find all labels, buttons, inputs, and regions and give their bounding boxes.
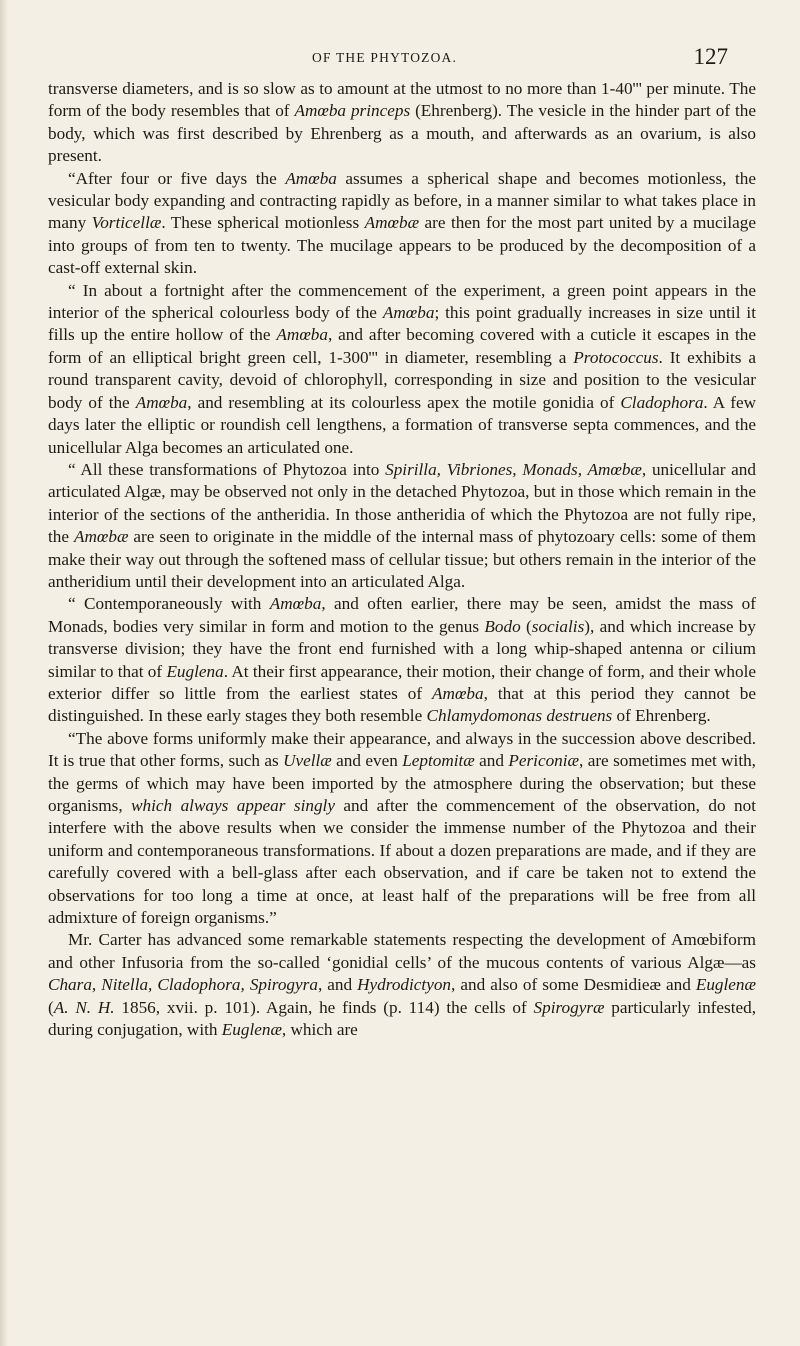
text-run: ; this point gradually increases in size until it fills up the entire hollow of the bbox=[48, 303, 756, 345]
text-run: . At their first appearance, their motion, their change of form, and their whole exterior differ so little from the earliest states of bbox=[48, 661, 756, 703]
italic-text: Amœba bbox=[276, 325, 328, 345]
paragraph bbox=[48, 280, 756, 459]
paragraph bbox=[48, 459, 756, 593]
page-header bbox=[0, 44, 800, 74]
text-run: “The above forms uniformly make their appearance, and always in the succession above described. It is true that other forms, such as bbox=[48, 728, 756, 771]
italic-text: Cladophora bbox=[620, 392, 704, 412]
italic-text: Amœbæ bbox=[73, 527, 129, 547]
text-run: , and after becoming covered with a cuticle it escapes in the form of an elliptical bright green cell, 1-300''' in diameter, resembling a bbox=[48, 325, 757, 367]
italic-text: Hydrodictyon bbox=[357, 975, 452, 995]
text-run: , and resembling at its colourless apex the motile gonidia of bbox=[187, 392, 621, 412]
italic-text: Amœba princeps bbox=[294, 101, 411, 121]
paragraph bbox=[48, 78, 756, 168]
italic-text: Chara, Nitella, Cladophora, Spirogyra bbox=[48, 975, 318, 995]
text-run: , and often earlier, there may be seen, amidst the mass of Monads, bodies very similar in form and motion to the genus bbox=[48, 594, 756, 636]
text-run: “After four or five days the bbox=[68, 168, 286, 188]
text-run: ), and which increase by transverse division; they have the front end furnished with a long whip-shaped antenna or cilium similar to that of bbox=[48, 616, 756, 681]
paragraph bbox=[48, 593, 756, 727]
text-run: 1856, xvii. p. 101). Again, he finds (p. 114) the cells of bbox=[114, 997, 534, 1017]
running-title: OF THE PHYTOZOA. bbox=[312, 50, 458, 65]
text-run: assumes a spherical shape and becomes motionless, the vesicular body expanding and contracting rapidly as before, in a manner similar to what takes place in many bbox=[48, 168, 756, 233]
text-run: are seen to originate in the middle of the internal mass of phytozoary cells: some of them make their way out through the softened mass of cellular tissue; but others remain in the interior of the antheridium until their development into an articulated Alga. bbox=[48, 527, 756, 591]
text-run: Mr. Carter has advanced some remarkable statements respecting the development of Amœbiform and other Infusoria from the so-called ‘gonidial cells’ of the mucous contents of various Algæ—as bbox=[48, 930, 756, 972]
text-run: , which are bbox=[281, 1020, 358, 1040]
body-text bbox=[48, 78, 756, 1041]
italic-text: Amœba bbox=[269, 594, 322, 614]
text-run: particularly infested, during conjugation, with bbox=[48, 997, 757, 1040]
italic-text: Leptomitæ bbox=[402, 751, 475, 771]
text-run: (Ehrenberg). The vesicle in the hinder part of the body, which was first described by Ehrenberg as a mouth, and afterwards as an ovarium, is also present. bbox=[48, 101, 756, 166]
text-run: , and bbox=[317, 975, 358, 995]
italic-text: Amœbæ bbox=[364, 213, 420, 233]
italic-text: Amœba bbox=[285, 168, 337, 188]
italic-text: Amœba bbox=[382, 303, 435, 323]
text-run: of Ehrenberg. bbox=[612, 706, 711, 726]
italic-text: Euglenæ bbox=[221, 1020, 282, 1040]
italic-text: Amœba bbox=[135, 392, 188, 412]
text-run: ( bbox=[520, 616, 532, 636]
paragraph bbox=[48, 929, 756, 1041]
italic-text: Spirilla, Vibriones, Monads, Amœbæ bbox=[385, 459, 642, 479]
text-run: “ Contemporaneously with bbox=[68, 594, 270, 614]
text-run: . It exhibits a round transparent cavity, devoid of chlorophyll, corresponding in size and position to the vesicular body of the bbox=[48, 347, 756, 412]
text-run: . These spherical motionless bbox=[161, 213, 365, 233]
italic-text: Spirogyræ bbox=[533, 997, 605, 1017]
text-run: , unicellular and articulated Algæ, may be observed not only in the detached Phytozoa, but in those which remain in the interior of the sections of the antheridia. In those antheridia of which the Phytozoa are not fully ripe, the bbox=[48, 459, 756, 547]
text-run: . A few days later the elliptic or roundish cell lengthens, a formation of transverse septa commences, and the unicellular Alga becomes an articulated one. bbox=[48, 392, 756, 457]
italic-text: which always appear singly bbox=[131, 796, 335, 815]
text-run: ( bbox=[48, 997, 54, 1017]
italic-text: A. N. H. bbox=[53, 997, 115, 1017]
italic-text: Periconiæ bbox=[508, 751, 580, 771]
text-run: and after the commencement of the observation, do not interfere with the above results when we consider the immense number of the Phytozoa and their uniform and contemporaneous transformations. If about a dozen preparations are made, and if they are carefully covered with a bell-glass after each observation, and if care be taken not to extend the observations for too long a time at once, at least half of the preparations will be free from all admixture of foreign organisms.” bbox=[48, 796, 756, 928]
italic-text: Vorticellæ bbox=[91, 213, 162, 233]
paragraph bbox=[48, 728, 756, 930]
text-run: transverse diameters, and is so slow as to amount at the utmost to no more than 1-40''' per minute. The form of the body resembles that of bbox=[48, 79, 756, 121]
italic-text: Euglena bbox=[166, 661, 224, 681]
page-edge-shadow bbox=[0, 0, 8, 1346]
text-run: “ In about a fortnight after the commencement of the experiment, a green point appears in the interior of the spherical colourless body of the bbox=[48, 280, 756, 323]
text-run: and bbox=[474, 751, 509, 771]
page-number: 127 bbox=[693, 44, 728, 69]
italic-text: Chlamydomonas destruens bbox=[426, 706, 613, 726]
italic-text: Euglenæ bbox=[695, 975, 756, 995]
italic-text: socialis bbox=[531, 616, 585, 636]
italic-text: Amœba bbox=[432, 683, 484, 703]
text-run: , and also of some Desmidieæ and bbox=[451, 975, 696, 995]
italic-text: Protococcus bbox=[573, 347, 659, 367]
text-run: “ All these transformations of Phytozoa into bbox=[68, 459, 386, 479]
italic-text: Bodo bbox=[484, 616, 521, 636]
text-run: , that at this period they cannot be distinguished. In these early stages they both resemble bbox=[48, 683, 757, 726]
italic-text: Uvellæ bbox=[283, 751, 332, 771]
text-run: and even bbox=[331, 751, 403, 771]
text-run: are then for the most part united by a mucilage into groups of from ten to twenty. The mucilage appears to be produced by the decomposition of a cast-off external skin. bbox=[48, 213, 757, 278]
paragraph bbox=[48, 168, 756, 280]
text-run: , are sometimes met with, the germs of which may have been imported by the atmosphere during the observation; but these organisms, bbox=[48, 751, 756, 815]
